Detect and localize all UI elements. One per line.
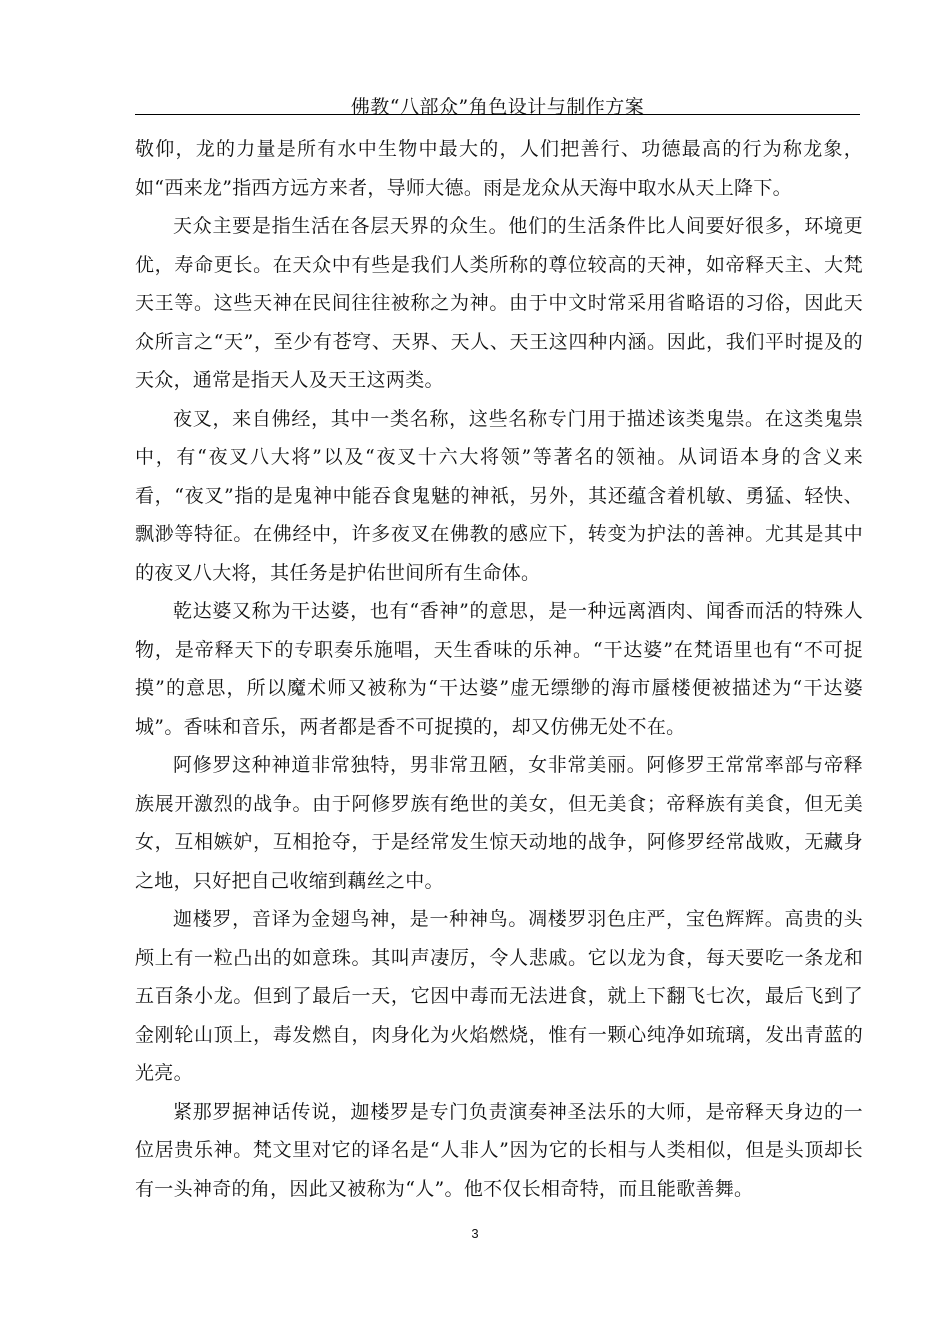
paragraph-kinnara: 紧那罗据神话传说，迦楼罗是专门负责演奏神圣法乐的大师，是帝释天身边的一位居贵乐神。梵文里对它的译名是“人非人”因为它的长相与人类相似，但是头顶却长有一头神奇的角，因此又被称为“人”。他不仅长相奇特，而且能歌善舞。 [135,1100,863,1200]
paragraph-yaksha: 夜叉，来自佛经，其中一类名称，这些名称专门用于描述该类鬼祟。在这类鬼祟中，有“夜叉八大将”以及“夜叉十六大将领”等著名的领袖。从词语本身的含义来看，“夜叉”指的是鬼神中能吞食鬼魅的神祇，另外，其还蕴含着机敏、勇猛、轻快、飘渺等特征。在佛经中，许多夜叉在佛教的感应下，转变为护法的善神。尤其是其中的夜叉八大将，其任务是护佑世间所有生命体。 [135,407,863,584]
body-text [135,130,863,1208]
paragraph-gandharva: 乾达婆又称为干达婆，也有“香神”的意思，是一种远离酒肉、闻香而活的特殊人物，是帝释天下的专职奏乐施唱，天生香味的乐神。“干达婆”在梵语里也有“不可捉摸”的意思，所以魔术师又被称为“干达婆”虚无缥缈的海市蜃楼便被描述为“干达婆城”。香味和音乐，两者都是香不可捉摸的，却又仿佛无处不在。 [135,600,863,738]
paragraph-deva: 天众主要是指生活在各层天界的众生。他们的生活条件比人间要好很多，环境更优，寿命更长。在天众中有些是我们人类所称的尊位较高的天神，如帝释天主、大梵天王等。这些天神在民间往往被称之为神。由于中文时常采用省略语的习俗，因此天众所言之“天”，至少有苍穹、天界、天人、天王这四种内涵。因此，我们平时提及的天众，通常是指天人及天王这两类。 [135,215,863,391]
page-number: 3 [471,1226,479,1241]
running-header-title: 佛教“八部众”角色设计与制作方案 [350,96,645,118]
paragraph-garuda: 迦楼罗，音译为金翅鸟神，是一种神鸟。凋楼罗羽色庄严，宝色辉辉。高贵的头颅上有一粒凸出的如意珠。其叫声凄厉，令人悲戚。它以龙为食，每天要吃一条龙和五百条小龙。但到了最后一天，它因中毒而无法进食，就上下翻飞七次，最后飞到了金刚轮山顶上，毒发燃自，肉身化为火焰燃烧，惟有一颗心纯净如琉璃，发出青蓝的光亮。 [135,908,863,1084]
header-divider [135,114,860,115]
paragraph-asura: 阿修罗这种神道非常独特，男非常丑陋，女非常美丽。阿修罗王常常率部与帝释族展开激烈的战争。由于阿修罗族有绝世的美女，但无美食；帝释族有美食，但无美女，互相嫉妒，互相抢夺，于是经常发生惊天动地的战争，阿修罗经常战败，无藏身之地，只好把自己收缩到藕丝之中。 [135,754,863,892]
paragraph-dragon-continued: 敬仰，龙的力量是所有水中生物中最大的，人们把善行、功德最高的行为称龙象，如“西来龙”指西方远方来者，导师大德。雨是龙众从天海中取水从天上降下。 [135,138,863,199]
